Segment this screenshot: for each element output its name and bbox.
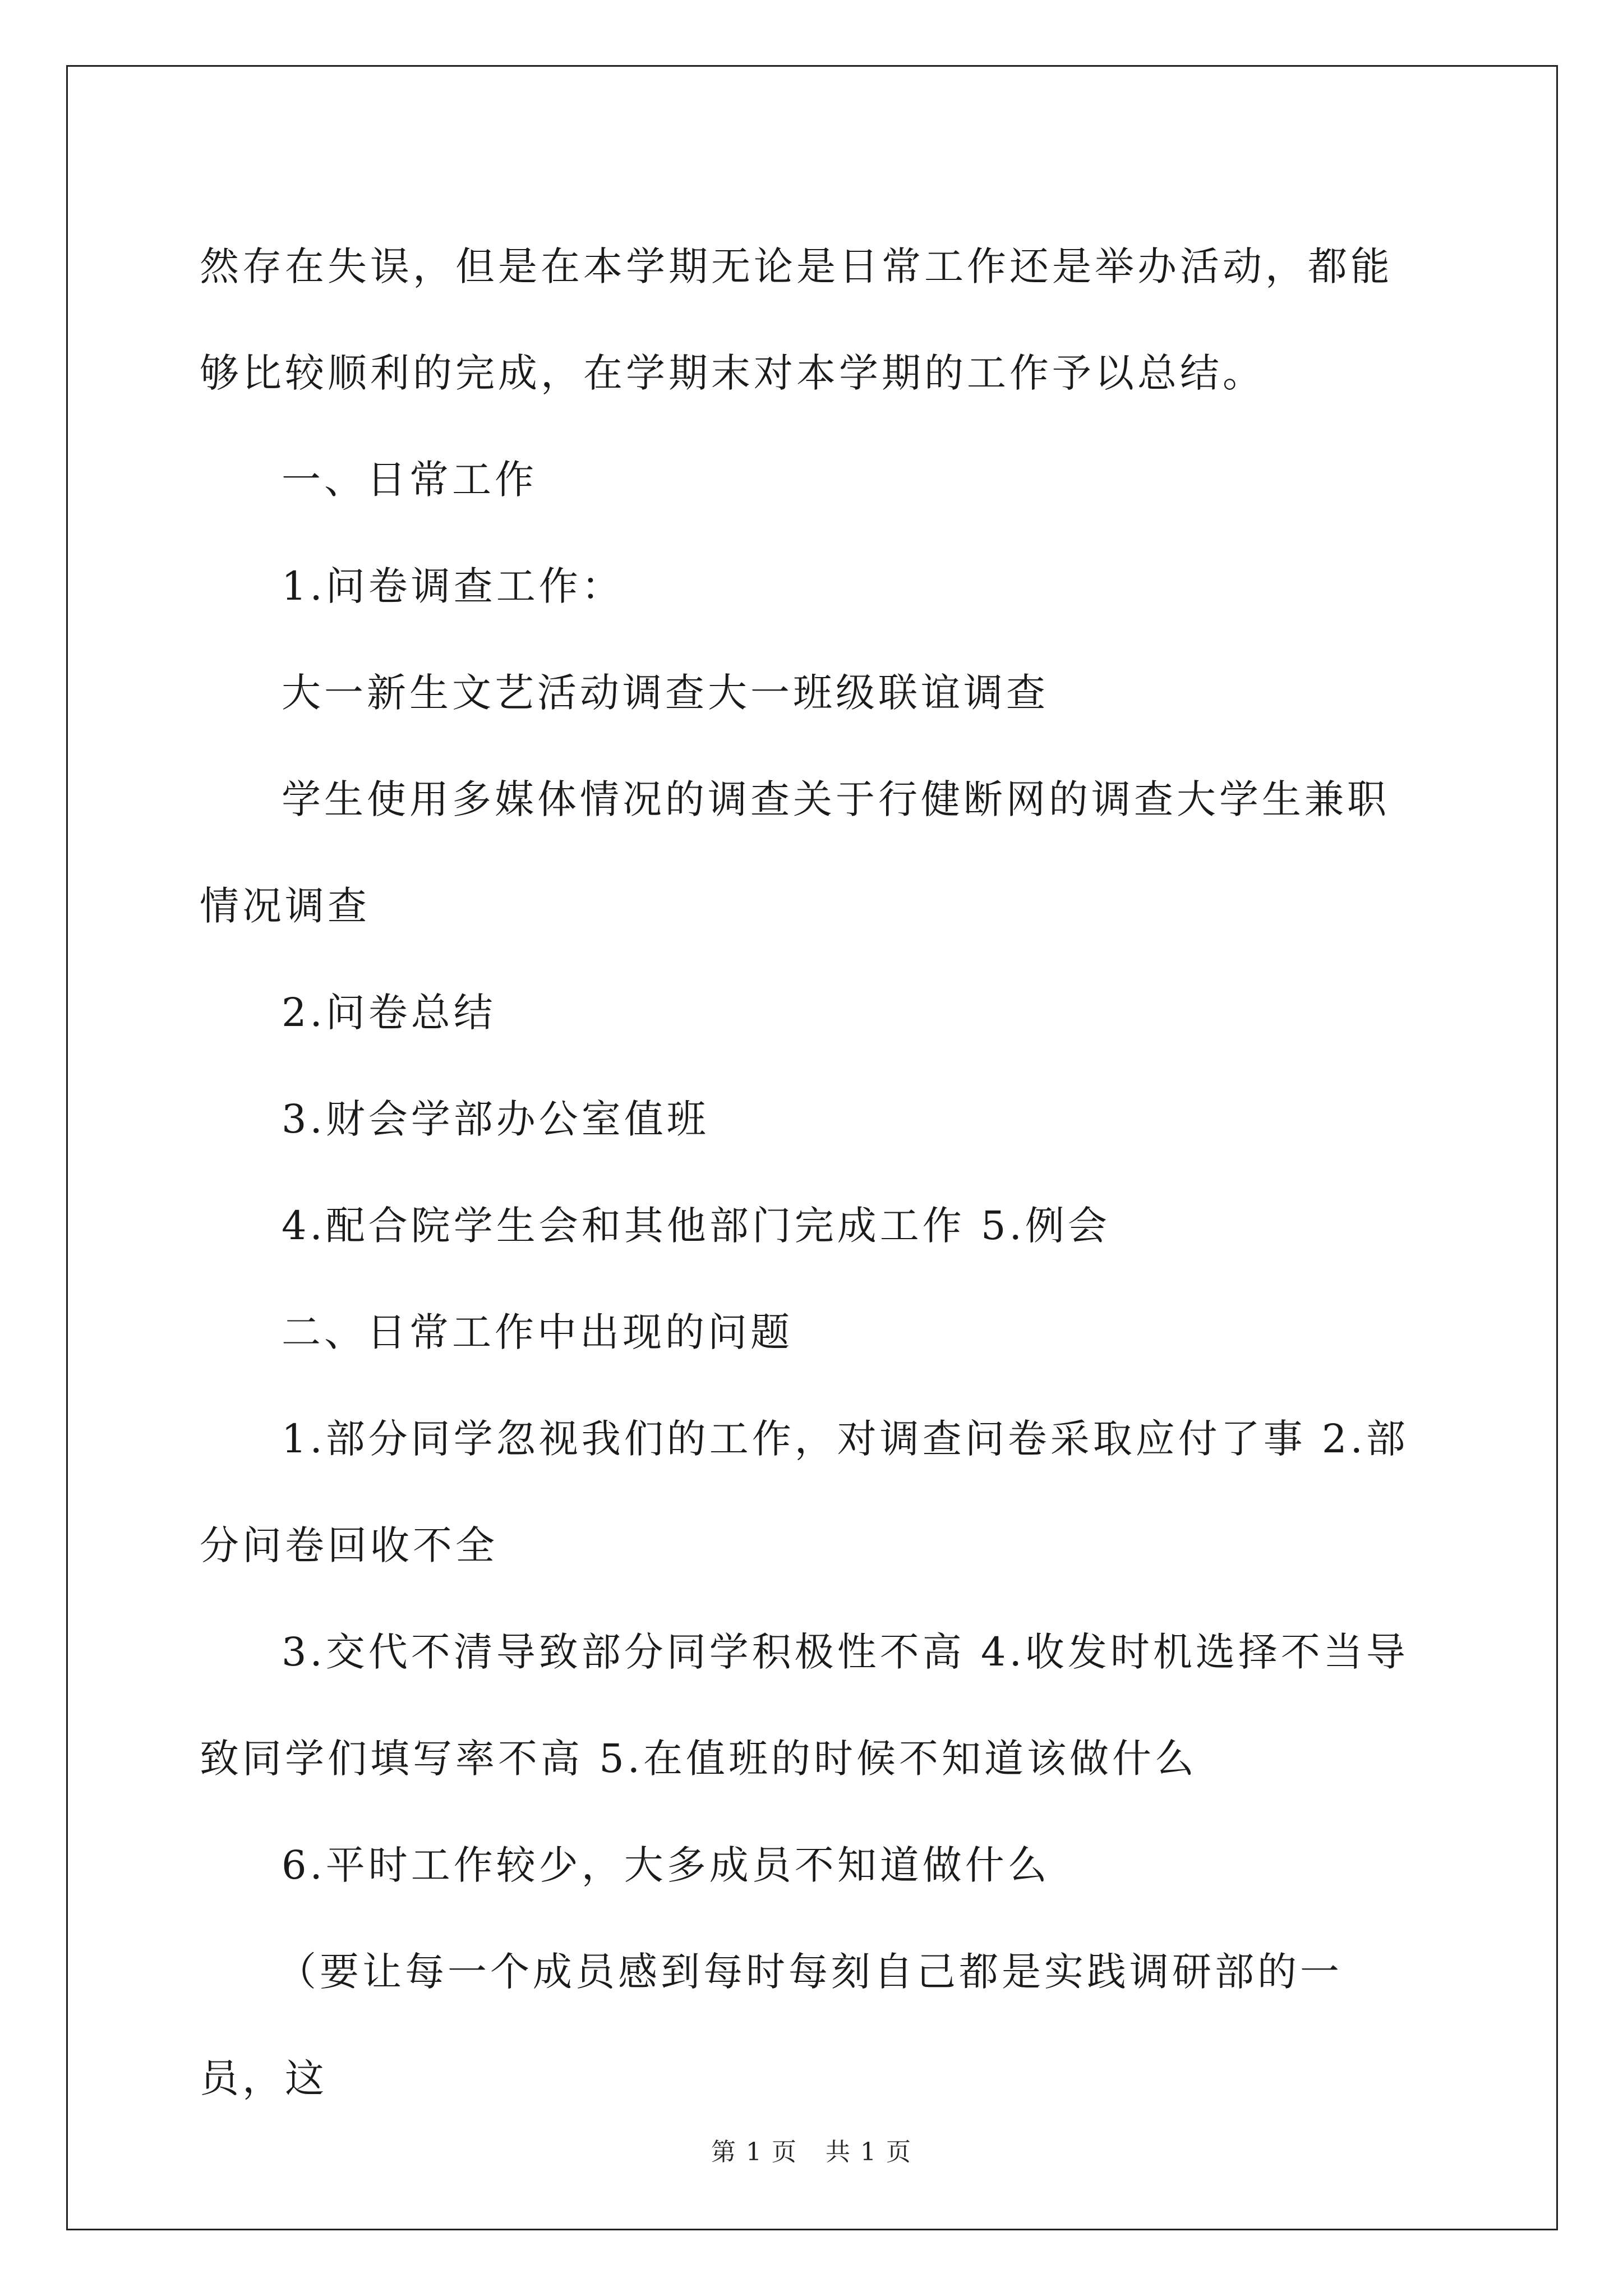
section-heading-problems: 二、日常工作中出现的问题 (282, 1309, 793, 1355)
list-item-problem-6: 6.平时工作较少，大多成员不知道做什么 (282, 1842, 1050, 1888)
list-item-office-duty: 3.财会学部办公室值班 (282, 1096, 709, 1142)
list-item-problem-3-5: 3.交代不清导致部分同学积极性不高 4.收发时机选择不当导致同学们填写率不高 5.在值班的时候不知道该做什么 (200, 1629, 1409, 1782)
paragraph-survey-multimedia: 学生使用多媒体情况的调查关于行健断网的调查大学生兼职情况调查 (200, 776, 1390, 929)
list-item-questionnaire-summary: 2.问卷总结 (282, 990, 496, 1036)
paragraph-survey-freshmen: 大一新生文艺活动调查大一班级联谊调查 (282, 670, 1049, 716)
list-item-cooperation: 4.配合院学生会和其他部门完成工作 5.例会 (282, 1203, 1110, 1249)
paragraph-note: （要让每一个成员感到每时每刻自己都是实践调研部的一员，这 (200, 1949, 1343, 2101)
list-item-questionnaire-work: 1.问卷调查工作： (282, 563, 624, 609)
page-number: 第 1 页 (711, 2138, 797, 2166)
list-item-problem-1-2: 1.部分同学忽视我们的工作，对调查问卷采取应付了事 2.部分问卷回收不全 (200, 1416, 1409, 1568)
page-total: 共 1 页 (826, 2138, 912, 2166)
section-heading-daily-work: 一、日常工作 (282, 457, 537, 503)
document-body (200, 213, 1422, 2132)
paragraph-1: 然存在失误，但是在本学期无论是日常工作还是举办活动，都能够比较顺利的完成，在学期末对本学期的工作予以总结。 (200, 243, 1393, 396)
page-footer (0, 2132, 1623, 2168)
